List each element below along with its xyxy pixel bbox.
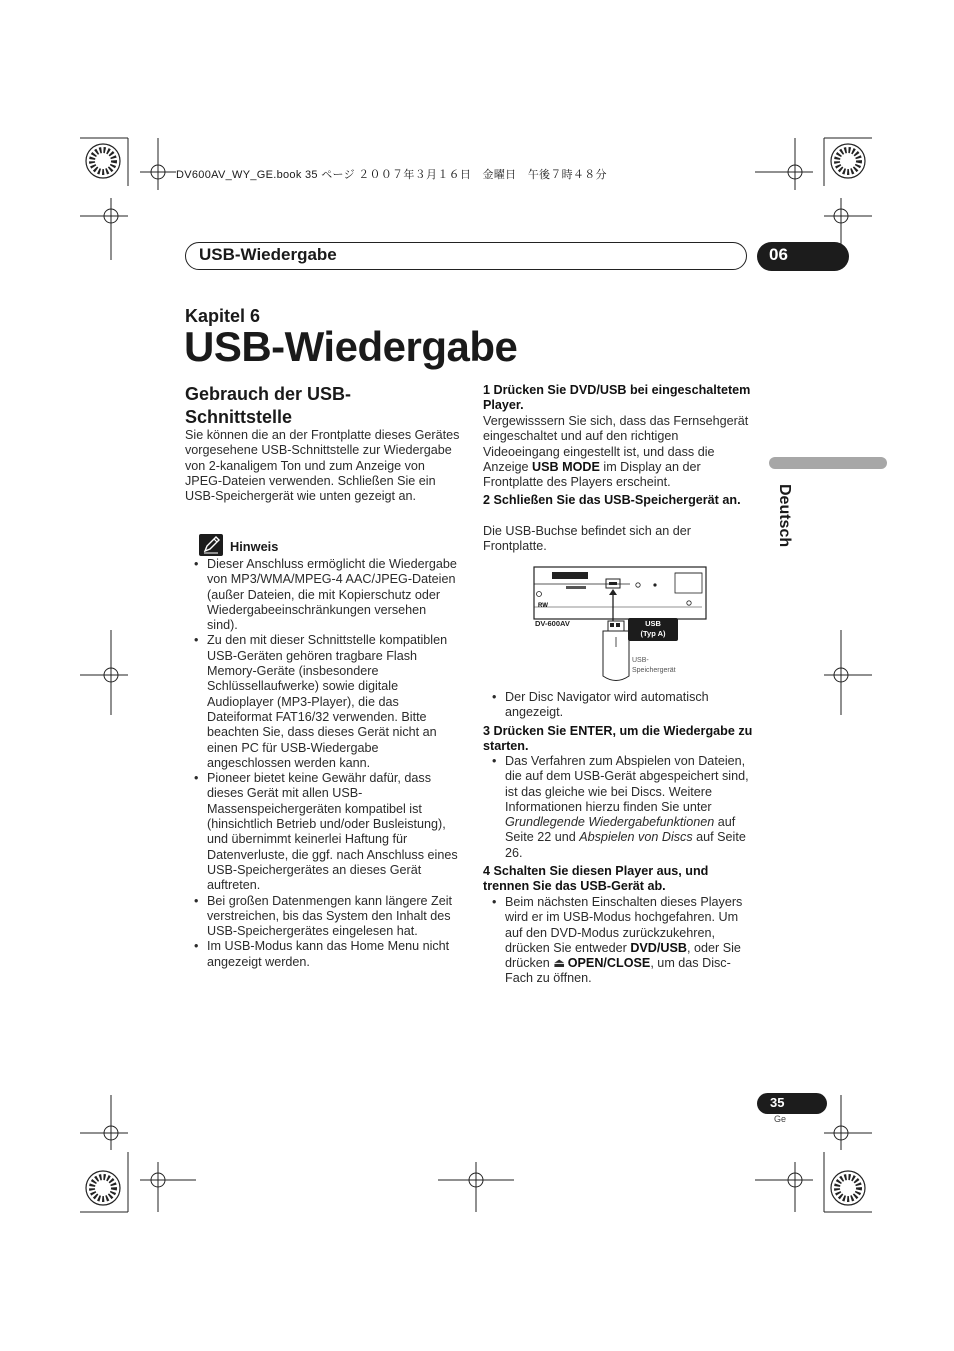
list-item: • Bei großen Datenmengen kann längere Zeit verstreichen, bis das System den Inhalt des USB-Speichergerätes eingelesen hat. xyxy=(185,894,460,940)
header-title: USB-Wiedergabe xyxy=(199,245,337,264)
language-tab xyxy=(769,457,887,469)
usb-mode-label: USB MODE xyxy=(532,459,600,474)
list-item: • Dieser Anschluss ermöglicht die Wiedergabe von MP3/WMA/MPEG-4 AAC/JPEG-Dateien (außer Dateien, die mit Kopierschutz oder Wiedergabeeinschränkungen versehen sind). xyxy=(185,557,460,633)
step-4-title: 4 Schalten Sie diesen Player aus, und trennen Sie das USB-Gerät ab. xyxy=(483,864,709,894)
usb-label: USB xyxy=(645,619,661,628)
note-label: Hinweis xyxy=(230,539,279,554)
file-header: DV600AV_WY_GE.book 35 ページ ２００７年３月１６日 金曜日 午後７時４８分 xyxy=(176,169,607,181)
usb-type-label: (Typ A) xyxy=(640,629,666,638)
section-heading: Gebrauch der USB-Schnittstelle xyxy=(185,384,352,427)
step-2-text: Die USB-Buchse befindet sich an der Frontplatte. xyxy=(483,524,691,554)
page-language-code: Ge xyxy=(774,1114,787,1124)
usb-connection-figure xyxy=(530,563,710,683)
device-label: USB- xyxy=(632,657,649,664)
list-item: • Der Disc Navigator wird automatisch angezeigt. xyxy=(483,690,758,721)
chapter-label: Kapitel 6 xyxy=(185,306,261,326)
step-1-title: 1 Drücken Sie DVD/USB bei eingeschaltetem Player. xyxy=(483,383,751,413)
list-item: • Im USB-Modus kann das Home Menu nicht angezeigt werden. xyxy=(185,939,460,970)
step-4-notes xyxy=(483,895,758,987)
list-item: • Zu den mit dieser Schnittstelle kompatiblen USB-Geräten gehören tragbare Flash Memory-Geräte (insbesondere Schlüssellaufwerke) sowie digitale Audioplayer (MP3-Player), die das Dateiformat FAT16/32 verwenden. Bitte beachten Sie, dass dieses Gerät nicht an einen PC für USB-Wiedergabe angeschlossen werden kann. xyxy=(185,633,460,771)
step-2-notes xyxy=(483,690,758,721)
step-1-text: Vergewisssern Sie sich, dass das Fernsehgerät eingeschaltet und auf den richtigen Videoeingang eingestellt ist, und dass die Anzeige USB MODE im Display an der Frontplatte des Players erscheint. xyxy=(483,414,749,490)
step-2-title: 2 Schließen Sie das USB-Speichergerät an. xyxy=(483,493,741,507)
pencil-icon xyxy=(199,534,223,556)
page-number: 35 xyxy=(757,1093,827,1114)
language-label: Deutsch xyxy=(776,484,793,548)
link-text: Abspielen von Discs xyxy=(579,830,693,845)
chapter-number-badge: 06 xyxy=(757,242,849,271)
rw-mark: RW xyxy=(538,603,548,609)
step-3-title: 3 Drücken Sie ENTER, um die Wiedergabe zu starten. xyxy=(483,724,753,754)
page-title: USB-Wiedergabe xyxy=(184,323,518,370)
list-item: • Das Verfahren zum Abspielen von Dateien, die auf dem USB-Gerät abgespeichert sind, ist das gleiche wie bei Discs. Weitere Informationen hierzu finden Sie unter Grundlegende Wiedergabefunktionen auf Seite 22 und Abspielen von Discs auf Seite 26. xyxy=(483,754,758,861)
list-item: • Pioneer bietet keine Gewähr dafür, dass dieses Gerät mit allen USB-Massenspeichergeräten kompatibel ist (hinsichtlich Betrieb und/oder Busleistung), und übernimmt keinerlei Haftung für Datenverluste, die ggf. nach Anschluss eines USB-Speichergerätes an dieses Gerät auftreten. xyxy=(185,771,460,893)
device-label-2: Speichergerät xyxy=(632,667,676,674)
eject-icon: ⏏ xyxy=(553,956,568,971)
brand-logo xyxy=(552,572,588,579)
panel-led xyxy=(653,583,656,586)
model-label: DV-600AV xyxy=(535,619,570,628)
section-intro: Sie können die an der Frontplatte dieses Gerätes vorgesehene USB-Schnittstelle zur Wiedergabe von 2-kanaligem Ton und zum Anzeige von JPEG-Dateien verwenden. Schließen Sie ein USB-Speichergerät wie unten gezeigt an. xyxy=(185,428,460,504)
list-item: • Beim nächsten Einschalten dieses Players wird er im USB-Modus hochgefahren. Um auf den DVD-Modus zurückzukehren, drücken Sie entweder DVD/USB, oder Sie drücken ⏏ OPEN/CLOSE, um das Disc-Fach zu öffnen. xyxy=(483,895,758,987)
step-3-notes xyxy=(483,754,758,861)
note-list xyxy=(185,557,460,970)
link-text: Grundlegende Wiedergabefunktionen xyxy=(505,815,715,830)
